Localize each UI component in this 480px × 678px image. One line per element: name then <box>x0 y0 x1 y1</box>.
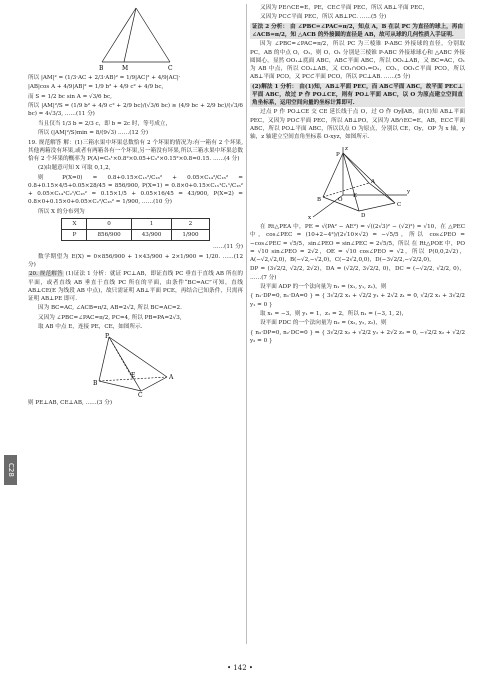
text-line: |AB|cos A + 4/9|AB|² = 1/9 b² + 4/9 c² + 4/9 bc, <box>28 84 164 91</box>
fig-label-b: B <box>98 65 103 72</box>
q19-dist-intro: 所以 X 的分布列为 <box>38 208 85 215</box>
vectors-line: DP = (3√2/2, √2/2, 2√2)，DA = (√2/2, 3√2/2, 0)，DC = (−√2/2, √2/2, 0)， ……(7 分) <box>250 266 465 281</box>
fig-label-c: C <box>167 65 173 72</box>
table-cell: 1 <box>131 218 172 229</box>
table-cell: 856/900 <box>87 230 131 241</box>
q19-part1: 19. 规范解答 解：(1)三箱水果中坏果总数恰有 2 个坏果的情况为:有一箱有 2 个坏果,其他两箱没有坏果,或者有两箱各有一个坏果,另一箱没有坏果,所以三箱水果中坏果总数恰有 2 个坏果的概率为 P(A)=C₃¹×0.8²×0.05+C₃²×0.15²×0.8=0.15. ……(4 分) <box>28 139 243 162</box>
proof2-label: 证法 2 分析： <box>252 23 289 30</box>
text-line: 又因为 PC⊂平面 PEC，所以 AB⊥PC. ……(5 分) <box>260 14 387 21</box>
fig-label-p: P <box>104 333 109 341</box>
text-line: 取 AB 中点 E，连接 PE，CE，如图所示. <box>38 324 143 331</box>
text-line: 因为 BC=AC, ∠ACB=π/2, AB=2√2, 所以 BC=AC=2. <box>38 305 182 312</box>
proof2-body: 因为 ∠PBC=∠PAC=π/2，所以 PC 为三棱锥 P-ABC 外接球的直径，分别取 PC，AB 的中点 O，O₁，则 O，O₁ 分别是三棱锥 P-ABC 外接球球心和 △ABC 外接圆圆心，显然 OO₁⊥底面 ABC，AB⊂平面 ABC，所以 OO₁⊥AB，又 BC=AC，O₁ 为 AB 中点，所以 CO₁⊥AB，又 CO₁∩OO₁=O₁，CO₁，OO₁⊂平面 PCO，所以 AB⊥平面 PCO，又 PC⊂平面 PCO，所以 PC⊥AB. ……(5 分) <box>250 41 465 81</box>
fig-label-z: z <box>344 146 348 153</box>
text-line: 设平面 ADP 的一个法向量为 n₁ = (x₁, y₁, z₁)，则 <box>260 283 387 290</box>
fig-label-m: M <box>121 65 128 72</box>
text-line: 又因为 PE∩CE=E，PE，CE⊂平面 PEC，所以 AB⊥平面 PEC， <box>260 5 429 11</box>
coordinate-figure <box>303 143 413 221</box>
table-header-x: X <box>62 218 87 229</box>
fig-label-d: D <box>360 213 365 220</box>
text-line: 所以 (|AM|²/S)min = 8/(9√3) ……(12 分) <box>38 130 149 137</box>
fig-label-a: A <box>168 374 173 382</box>
triangle-figure <box>96 6 176 72</box>
q19-probabilities: 则 P(X=0) = 0.8+0.15×C₁₅²/C₁₆² + 0.05×C₁₄²/C₁₆² = 0.8+0.15×4/5+0.05×28/45 = 856/900, P(X=1) = 0.8×0+0.15×C₁₅¹C₁¹/C₁₆² + 0.05×C₁₄¹C₂¹/C₁₆² = 0.15×1/5 + 0.05×16/45 = 43/900, P(X=2) = 0.8×0+0.15×0+0.05×C₂²/C₁₆² = 1/900, ……(10 分) <box>28 174 243 206</box>
equation-system: { n₂·DP=0, n₂·DC=0 } ⇒ { 3√2/2 x₂ + √2/2 y₂ + 2√2 z₂ = 0, −√2/2 x₂ + √2/2 y₂ = 0 } <box>250 329 465 344</box>
table-header-p: P <box>62 230 87 241</box>
fig-label-p: P <box>335 152 340 159</box>
left-column <box>28 4 243 409</box>
table-cell: 0 <box>87 218 131 229</box>
solution1-text: 由(1)知，AB⊥平面 PEC，而 AB⊂平面 ABC，故平面 PEC⊥平面 ABC，故过 P 作 PO⊥CE，则有 PO⊥平面 ABC，以 O 为原点建立空间直角坐标系，运用空间向量的坐标计算即可. <box>252 83 463 106</box>
page-number: • 142 • <box>226 664 254 672</box>
solution1-body: 过点 P 作 PO⊥CE 交 CE 延长线于点 O，过 O 作 Oy∥AB，由(1)知 AB⊥平面 PEC，又因为 PO⊂平面 PEC，所以 AB⊥PO，又因为 AB∩EC=E，AB，EC⊂平面 ABC，所以 PO⊥平面 ABC，所以以点 O 为原点，分别以 CE，Oy，OP 为 x 轴，y 轴，z 轴建立空间直角坐标系 O-xyz，如图所示. <box>250 109 465 140</box>
fig-label-o: O <box>337 197 343 204</box>
table-cell: 2 <box>172 218 209 229</box>
fig-label-c: C <box>396 202 401 209</box>
q19-part2: (2)由题意可知 X 可取 0,1,2, <box>38 165 111 172</box>
side-tab: C28 <box>4 455 17 485</box>
table-cell: 43/900 <box>131 230 172 241</box>
text-line: 则 PE⊥AB, CE⊥AB, ……(3 分) <box>28 400 112 407</box>
pyramid-figure <box>91 333 181 397</box>
q20-part1 <box>28 270 243 303</box>
fig-label-e: E <box>352 193 357 200</box>
text-line: 设平面 PDC 的一个法向量为 n₂ = (x₂, y₂, z₂)，则 <box>260 320 387 327</box>
solution1-calc: 在 Rt△PEA 中，PE = √(PA² − AE²) = √((2√3)² − (√2)²) = √10，在 △PEC 中，cos∠PEC = (10+2−4²)/(2√10×√2) = −√5/5，所以 cos∠PEO = −cos∠PEC = √5/5，sin∠PEO = sin∠PEC = 2√5/5，所以 在 Rt△POE 中，PO = √10 sin∠PEO = 2√2，OE = √10 cos∠PEO = √2，所以 P(0,0,2√2)，A(−√2,√2,0)，B(−√2,−√2,0)，C(−2√2,0,0)，D(−3√2/2,−√2/2,0)， <box>250 224 465 263</box>
score-mark: ……(11 分) <box>212 244 243 251</box>
table-row <box>62 230 209 241</box>
fig-label-e: E <box>130 372 135 380</box>
fig-label-x: x <box>307 215 311 222</box>
proof2-text: 由 ∠PBC=∠PAC=π/2，知点 A，B 在以 PC 为直径的球上，再由 ∠ACB=π/2，知 △ACB 的外接圆的直径是 AB，故可从球的几何性质入手证明. <box>252 23 463 38</box>
text-line: 又因为 ∠PBC=∠PAC=π/2, PC=4, 所以 PB=PA=2√3, <box>38 314 182 321</box>
text-line: 当且仅当 1/3 b = 2/3 c，即 b = 2c 时，等号成立， <box>38 120 172 127</box>
fig-label-c: C <box>137 392 143 398</box>
distribution-table <box>61 218 209 241</box>
equation-system: { n₁·DP=0, n₁·DA=0 } ⇒ { 3√2/2 x₁ + √2/2 y₁ + 2√2 z₁ = 0, √2/2 x₁ + 3√2/2 y₁ = 0 } <box>250 293 465 308</box>
q20-proof-text: (1)证法 1 分析：就证 PC⊥AB，即证直线 PC 垂直于直线 AB 所在的平面，或者直线 AB 垂直于直线 PC 所在的平面，由条件“BC=AC”可知，直线 AB⊥CE(E 为线段 AB 中点)，故只需证明 AB⊥平面 PCE，再结合已知条件，只需再证明 AB⊥PE 即可. <box>28 271 243 302</box>
q19-expectation: 数学期望为 E(X) = 0×856/900 + 1×43/900 + 2×1/900 = 1/20. ……(12 分) <box>28 253 243 268</box>
text-line: 取 x₁ = −3，则 y₁ = 1，z₁ = 2，所以 n₁ = (−3, 1, 2)， <box>260 310 408 317</box>
fig-label-b: B <box>92 380 97 388</box>
table-row <box>62 218 209 229</box>
fig-label-a: A <box>370 179 375 186</box>
text-line: 所以 |AM|²/S = (1/9 b² + 4/9 c² + 2/9 bc)/(√3/6 bc) ≥ (4/9 bc + 2/9 bc)/(√3/6 bc) = 4√3/3, ……(11 分) <box>28 103 243 118</box>
text-line: 而 S = 1/2 bc sin A = √3/6 bc, <box>28 93 112 100</box>
right-column <box>250 4 465 346</box>
solution1-label: (2)解法 1 分析： <box>252 83 298 90</box>
fig-label-b: B <box>316 197 321 204</box>
proof2-box <box>250 23 465 39</box>
text-line: 所以 |AM|² = (1/3·AC + 2/3·AB)² = 1/9|AC|² + 4/9|AC|· <box>28 75 181 81</box>
fig-label-y: y <box>406 189 410 196</box>
solution1-box <box>250 83 465 108</box>
q20-heading: 20. 规范解答 <box>29 271 63 278</box>
table-cell: 1/900 <box>172 230 209 241</box>
column-divider <box>246 4 247 644</box>
